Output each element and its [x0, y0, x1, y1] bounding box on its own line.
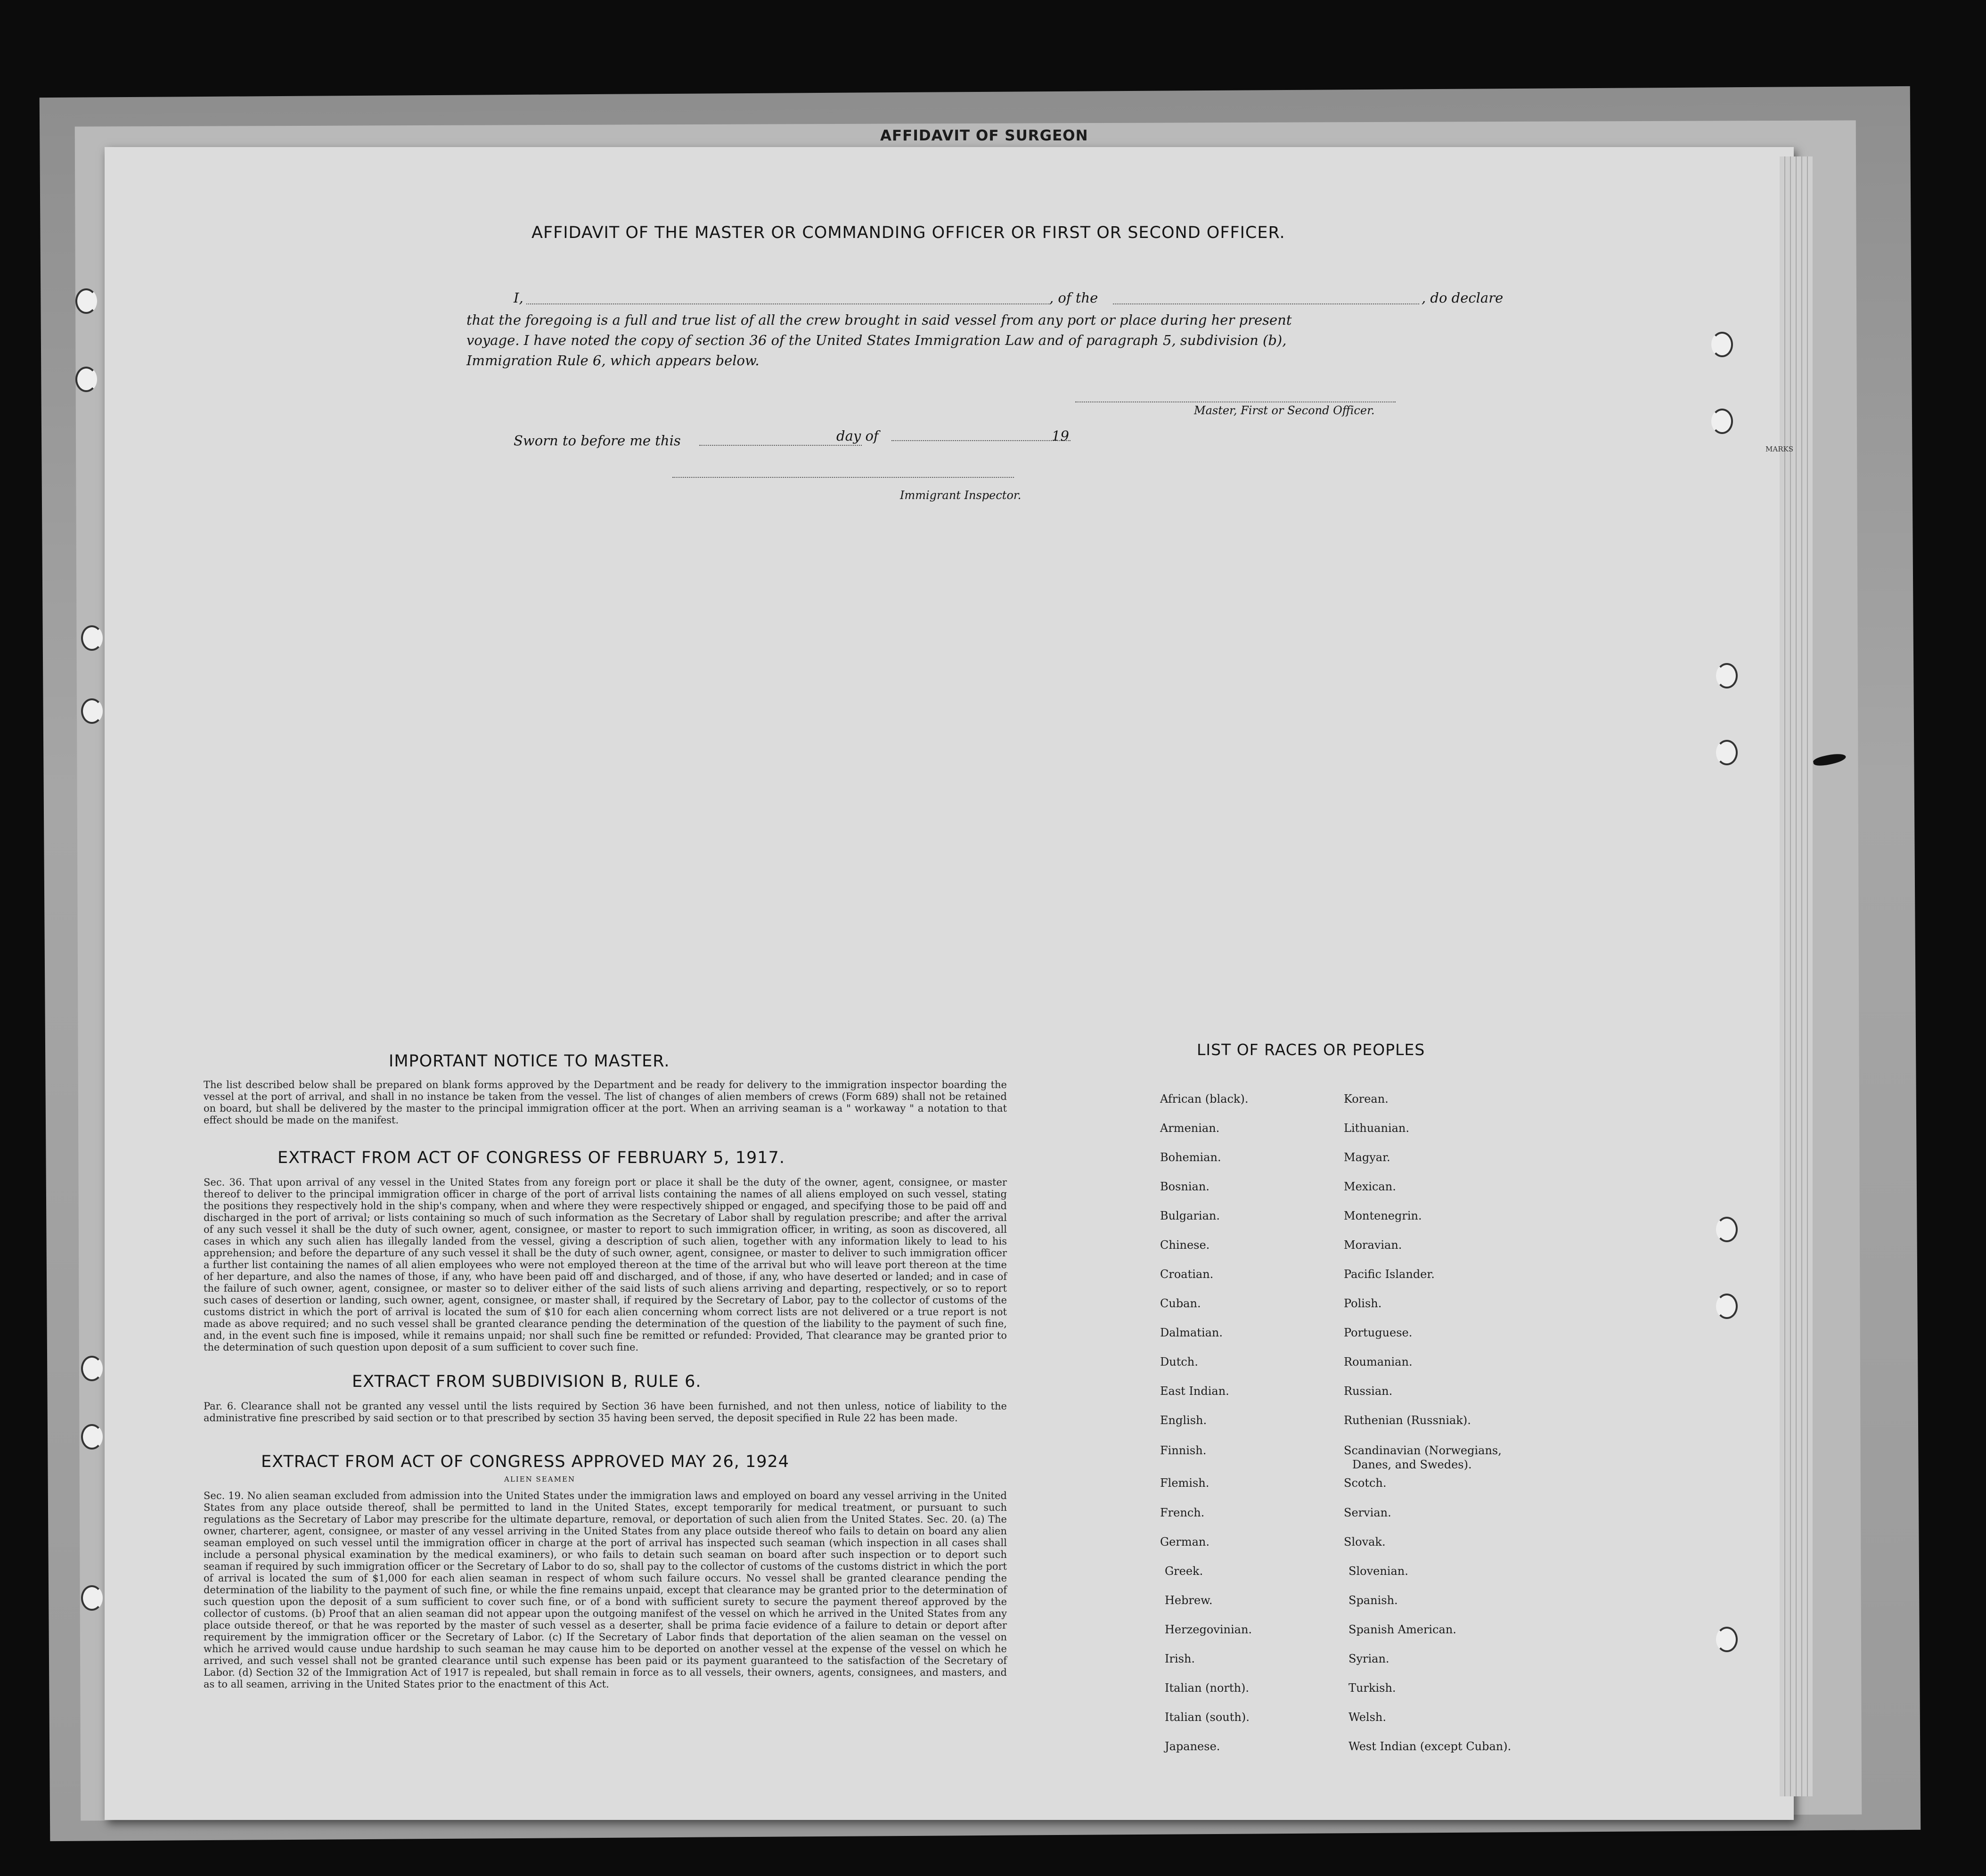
- declarant-prefix: I,: [514, 290, 523, 306]
- inspector-label: Immigrant Inspector.: [900, 489, 1022, 502]
- race-item: Slovenian.: [1349, 1565, 1408, 1578]
- race-item: Dutch.: [1160, 1355, 1198, 1368]
- punch-hole-right-5: [1716, 1217, 1738, 1242]
- affidavit-body-line-1: that the foregoing is a full and true list of all the crew brought in said vessel from any port or place during her present: [466, 312, 1292, 328]
- race-item: Spanish American.: [1349, 1623, 1456, 1636]
- race-item: East Indian.: [1160, 1384, 1229, 1398]
- sworn-month-field[interactable]: [891, 440, 1071, 441]
- race-item: Irish.: [1165, 1652, 1195, 1665]
- punch-hole-left-2: [75, 367, 97, 392]
- subdivision-title: EXTRACT FROM SUBDIVISION B, RULE 6.: [352, 1372, 702, 1391]
- notice-title: IMPORTANT NOTICE TO MASTER.: [389, 1052, 670, 1071]
- race-item: Portuguese.: [1344, 1326, 1413, 1339]
- race-item: Roumanian.: [1344, 1355, 1413, 1368]
- extract-1917-text: Sec. 36. That upon arrival of any vessel in the United States from any foreign port or place it shall be the duty of the owner, agent, consignee, or master thereof to deliver to the principal immigration officer in charge of the port of arrival lists containing the names of all aliens employed on such vessel, stating the positions they respectively hold in the ship's company, when and where they were respectively shipped or engaged, and specifying those to be paid off and discharged in the port of arrival; or lists containing so much of such information as the Secretary of Labor shall by regulation prescribe; and after the arrival of any such vessel it shall be the duty of such owner, agent, consignee, or master to report to such immigration officer, in writing, as soon as discovered, all cases in which any such alien has illegally landed from the vessel, giving a description of such alien, together with any information likely to lead to his apprehension; and before the departure of any such vessel it shall be the duty of such owner, agent, consignee, or master to deliver to such immigration officer a further list containing the names of all alien employees who were not employed thereon at the time of the arrival but who will leave port thereon at the time of her departure, and also the names of those, if any, who have been paid off and discharged, and of those, if any, who have deserted or landed; and in case of the failure of such owner, agent, consignee, or master so to deliver either of the said lists of such aliens arriving and departing, respectively, or so to report such cases of desertion or landing, such owner, agent, consignee, or master shall, if required by the Secretary of Labor, pay to the collector of customs of the customs district in which the port of arrival is located the sum of $10 for each alien concerning whom correct lists are not delivered or a true report is not made as above required; and no such vessel shall be granted clearance pending the determination of the question of the liability to the payment of such fine, and, in the event such fine is imposed, while it remains unpaid; nor shall such fine be remitted or refunded: Provided, That clearance may be granted prior to the determination of such question upon deposit of a sum sufficient to cover such fine.: [204, 1177, 1007, 1353]
- race-item: Mexican.: [1344, 1180, 1396, 1193]
- race-item: Korean.: [1344, 1092, 1389, 1106]
- subdivision-text: Par. 6. Clearance shall not be granted any vessel until the lists required by Section 36 have been furnished, and not then unless, notice of liability to the administrative fine prescribed by said section or to that prescribed by section 35 having been served, the deposit specified in Rule 22 has been made.: [204, 1401, 1007, 1424]
- race-item: Japanese.: [1165, 1740, 1220, 1753]
- punch-hole-right-7: [1716, 1627, 1738, 1652]
- race-item: Welsh.: [1349, 1711, 1386, 1724]
- race-item: French.: [1160, 1506, 1205, 1519]
- race-item: English.: [1160, 1414, 1207, 1427]
- race-item: Pacific Islander.: [1344, 1268, 1435, 1281]
- race-item: Bohemian.: [1160, 1151, 1221, 1164]
- race-item: Bosnian.: [1160, 1180, 1210, 1193]
- punch-hole-right-2: [1711, 409, 1733, 434]
- race-item: Finnish.: [1160, 1444, 1207, 1457]
- race-item: West Indian (except Cuban).: [1349, 1740, 1512, 1753]
- affidavit-title: AFFIDAVIT OF THE MASTER OR COMMANDING OFFICER OR FIRST OR SECOND OFFICER.: [531, 223, 1285, 242]
- race-item: Scandinavian (Norwegians,: [1344, 1444, 1502, 1457]
- race-item: Cuban.: [1160, 1297, 1201, 1310]
- race-item: Croatian.: [1160, 1268, 1214, 1281]
- sworn-day-field[interactable]: [699, 445, 862, 446]
- punch-hole-right-4: [1716, 740, 1738, 765]
- form-page: [105, 147, 1794, 1820]
- race-item: Greek.: [1165, 1565, 1203, 1578]
- year-label: 19: [1052, 428, 1069, 444]
- race-item: Russian.: [1344, 1384, 1393, 1398]
- vessel-name-field[interactable]: [1113, 303, 1419, 304]
- of-the-label: , of the: [1049, 290, 1098, 306]
- do-declare-label: , do declare: [1422, 290, 1504, 306]
- race-item: Spanish.: [1349, 1594, 1398, 1607]
- race-item: Flemish.: [1160, 1476, 1210, 1490]
- affidavit-body-line-2: voyage. I have noted the copy of section 36 of the United States Immigration Law and of paragraph 5, subdivision (b),: [466, 332, 1287, 348]
- master-signature-label: Master, First or Second Officer.: [1194, 404, 1375, 417]
- race-item: African (black).: [1160, 1092, 1249, 1106]
- race-item: Herzegovinian.: [1165, 1623, 1252, 1636]
- master-signature-field[interactable]: [1075, 401, 1396, 402]
- race-continuation-line: Danes, and Swedes).: [1352, 1458, 1472, 1471]
- race-item: Syrian.: [1349, 1652, 1389, 1665]
- race-item: Chinese.: [1160, 1238, 1210, 1252]
- race-item: Polish.: [1344, 1297, 1382, 1310]
- punch-hole-left-6: [81, 1424, 103, 1450]
- day-of-label: day of: [836, 428, 879, 444]
- race-item: Hebrew.: [1165, 1594, 1213, 1607]
- race-item: Ruthenian (Russniak).: [1344, 1414, 1471, 1427]
- race-item: Bulgarian.: [1160, 1209, 1220, 1222]
- punch-hole-left-3: [81, 625, 103, 651]
- notice-text: The list described below shall be prepared on blank forms approved by the Department and be ready for delivery to the immigration inspector boarding the vessel at the port of arrival, and shall in no instance be taken from the vessel. The list of changes of alien members of crews (Form 689) shall not be retained on board, but shall be delivered by the master to the principal immigration officer at the port. When an arriving seaman is a " workaway " a notation to that effect should be made on the manifest.: [204, 1079, 1007, 1126]
- punch-hole-left-5: [81, 1356, 103, 1381]
- race-item: Turkish.: [1349, 1681, 1396, 1695]
- declarant-name-field[interactable]: [526, 303, 1049, 304]
- race-item: German.: [1160, 1535, 1210, 1548]
- affidavit-body-line-3: Immigration Rule 6, which appears below.: [466, 352, 760, 369]
- race-item: Scotch.: [1344, 1476, 1387, 1490]
- race-item: Dalmatian.: [1160, 1326, 1223, 1339]
- sworn-label: Sworn to before me this: [514, 433, 681, 449]
- punch-hole-right-6: [1716, 1294, 1738, 1319]
- race-item: Magyar.: [1344, 1151, 1390, 1164]
- punch-hole-right-1: [1711, 332, 1733, 357]
- races-list-title: LIST OF RACES OR PEOPLES: [1197, 1040, 1425, 1059]
- race-item: Slovak.: [1344, 1535, 1386, 1548]
- punch-hole-left-7: [81, 1585, 103, 1611]
- marks-column-label: MARKS: [1765, 445, 1793, 453]
- race-item: Servian.: [1344, 1506, 1391, 1519]
- extract-1917-title: EXTRACT FROM ACT OF CONGRESS OF FEBRUARY 5, 1917.: [278, 1148, 785, 1167]
- inspector-signature-field[interactable]: [672, 477, 1014, 478]
- punch-hole-right-3: [1716, 663, 1738, 688]
- race-item: Italian (north).: [1165, 1681, 1250, 1695]
- extract-1924-text: Sec. 19. No alien seaman excluded from admission into the United States under the immigration laws and employed on board any vessel arriving in the United States from any place outside thereof, shall be permitted to land in the United States, except temporarily for medical treatment, or pursuant to such regulations as the Secretary of Labor may prescribe for the ultimate departure, removal, or deportation of such alien from the United States. Sec. 20. (a) The owner, charterer, agent, consignee, or master of any vessel arriving in the United States from any place outside thereof who fails to detain on board any alien seaman employed on such vessel until the immigration officer in charge at the port of arrival has inspected such seaman (which inspection in all cases shall include a personal physical examination by the medical examiners), or who fails to detain such seaman on board after such inspection or to deport such seaman if required by such immigration officer or the Secretary of Labor to do so, shall pay to the collector of customs of the customs district in which the port of arrival is located the sum of $1,000 for each alien seaman in respect of whom such failure occurs. No vessel shall be granted clearance pending the determination of the liability to the payment of such fine, or while the fine remains unpaid, except that clearance may be granted prior to the determination of such question upon the deposit of a sum sufficient to cover such fine, or of a bond with sufficient surety to secure the payment thereof approved by the collector of customs. (b) Proof that an alien seaman did not appear upon the outgoing manifest of the vessel on which he arrived in the United States from any place outside thereof, or that he was reported by the master of such vessel as a deserter, shall be prima facie evidence of a failure to detain or deport after requirement by the immigration officer or the Secretary of Labor. (c) If the Secretary of Labor finds that deportation of the alien seaman on the vessel on which he arrived would cause undue hardship to such seaman he may cause him to be deported on another vessel at the expense of the vessel on which he arrived, and such vessel shall not be granted clearance until such expense has been paid or its payment guaranteed to the satisfaction of the Secretary of Labor. (d) Section 32 of the Immigration Act of 1917 is repealed, but shall remain in force as to all vessels, their owners, agents, consignees, and masters, and as to all seamen, arriving in the United States prior to the enactment of this Act.: [204, 1490, 1007, 1690]
- race-item: Italian (south).: [1165, 1711, 1250, 1724]
- race-item: Montenegrin.: [1344, 1209, 1422, 1222]
- punch-hole-left-4: [81, 698, 103, 724]
- surgeon-affidavit-header: AFFIDAVIT OF SURGEON: [880, 127, 1088, 144]
- race-item: Armenian.: [1160, 1122, 1220, 1135]
- race-item: Moravian.: [1344, 1238, 1402, 1252]
- extract-1924-title: EXTRACT FROM ACT OF CONGRESS APPROVED MAY 26, 1924: [261, 1452, 790, 1471]
- page-edge-strip: [1780, 156, 1813, 1796]
- race-item: Lithuanian.: [1344, 1122, 1410, 1135]
- extract-1924-subtitle: ALIEN SEAMEN: [504, 1475, 576, 1483]
- punch-hole-left-1: [75, 288, 97, 314]
